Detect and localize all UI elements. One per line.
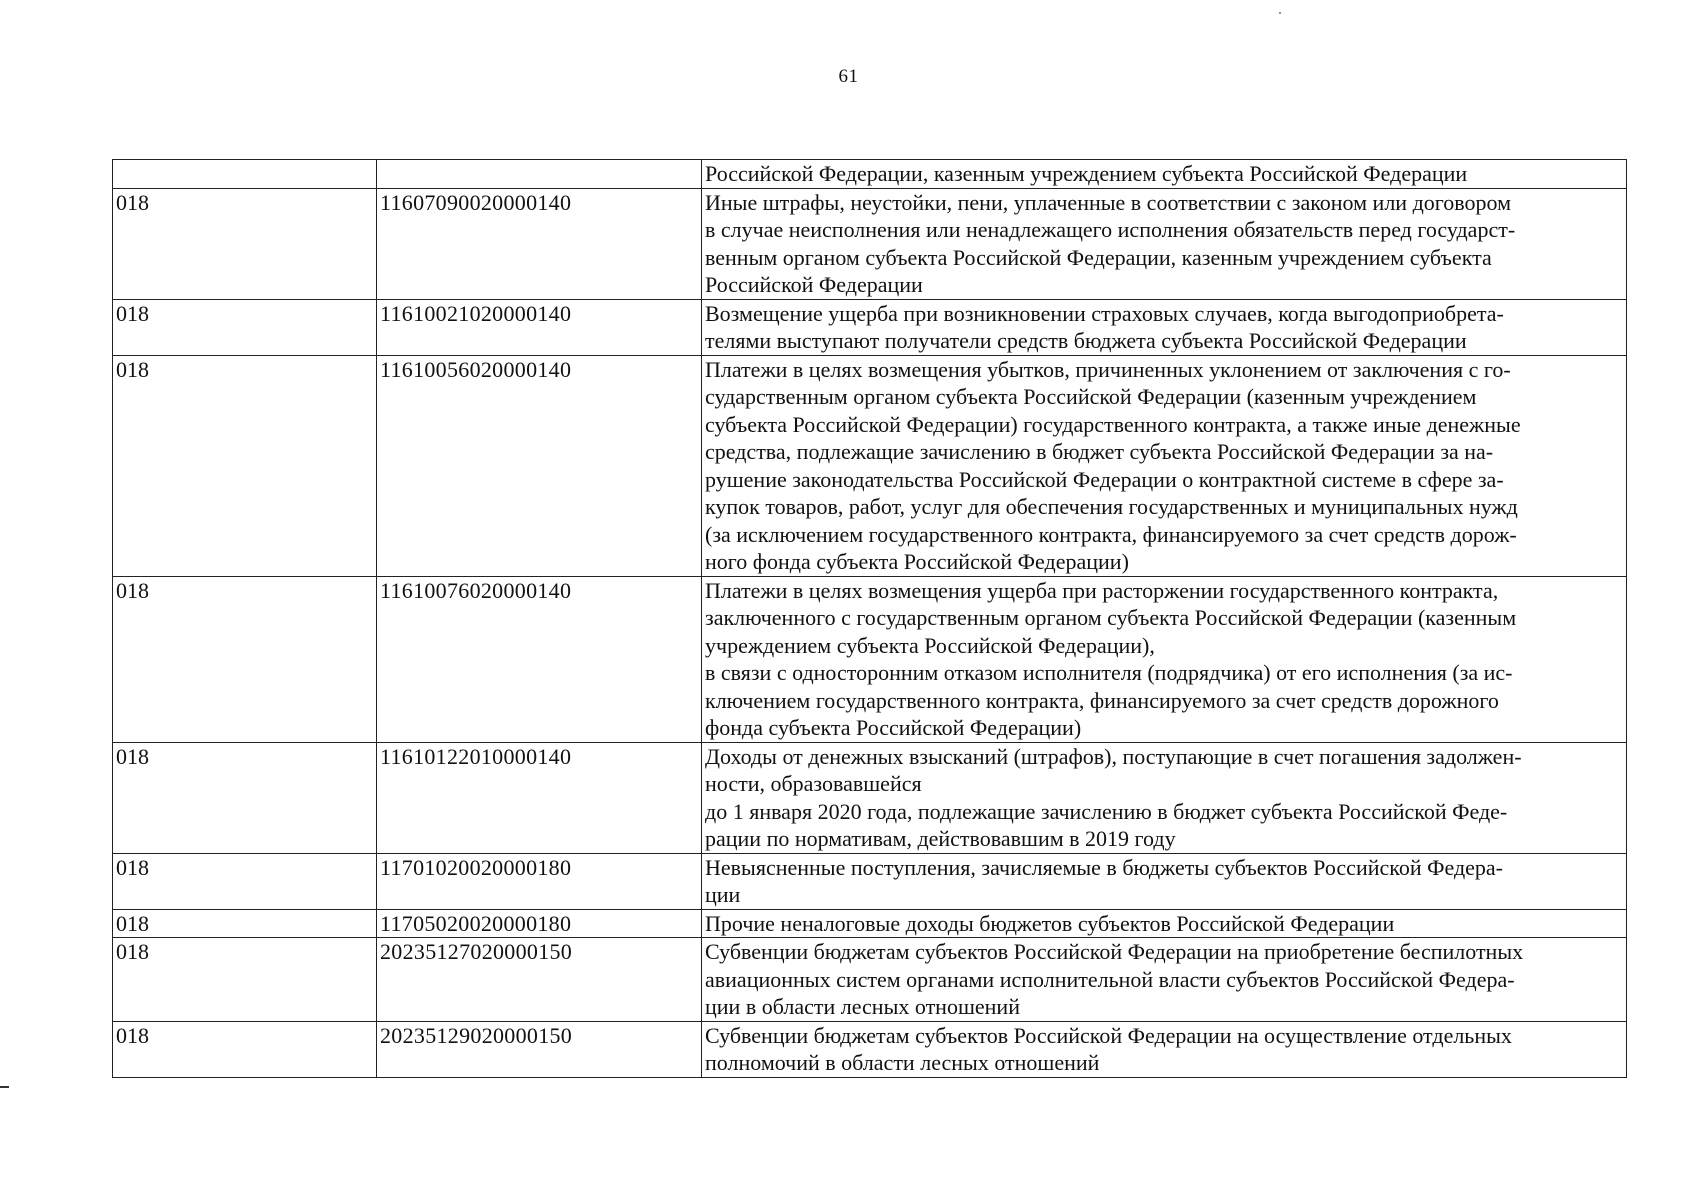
admin-code-cell: 018 (113, 742, 377, 853)
budget-code-cell: 11610056020000140 (377, 355, 702, 576)
revenue-codes-table (112, 159, 1627, 1078)
table-row (113, 355, 1627, 576)
description-cell: Субвенции бюджетам субъектов Российской Федерации на приобретение беспилотных авиационных систем органами исполнительной власти субъектов Российской Федера- ции в области лесных отношений (702, 938, 1627, 1022)
budget-code-cell: 11607090020000140 (377, 188, 702, 299)
budget-code-cell (377, 160, 702, 189)
admin-code-cell: 018 (113, 853, 377, 909)
table-row (113, 576, 1627, 742)
admin-code-cell: 018 (113, 299, 377, 355)
table-row (113, 909, 1627, 938)
page-number: 61 (838, 66, 859, 87)
budget-code-cell: 11610076020000140 (377, 576, 702, 742)
budget-code-cell: 11610122010000140 (377, 742, 702, 853)
description-cell: Платежи в целях возмещения ущерба при расторжении государственного контракта, заключенного с государственным органом субъекта Российской Федерации (казенным учреждением субъекта Российской Федерации), в связи с односторонним отказом исполнителя (подрядчика) от его исполнения (за ис- ключением государственного контракта, финансируемого за счет средств дорожного фонда субъекта Российской Федерации) (702, 576, 1627, 742)
description-cell: Субвенции бюджетам субъектов Российской Федерации на осуществление отдельных полномочий в области лесных отношений (702, 1021, 1627, 1077)
description-cell: Возмещение ущерба при возникновении страховых случаев, когда выгодоприобрета- телями выступают получатели средств бюджета субъекта Российской Федерации (702, 299, 1627, 355)
table-row (113, 742, 1627, 853)
table-row (113, 160, 1627, 189)
admin-code-cell: 018 (113, 909, 377, 938)
table-row (113, 853, 1627, 909)
scan-speck (1279, 12, 1281, 14)
admin-code-cell: 018 (113, 576, 377, 742)
admin-code-cell: 018 (113, 188, 377, 299)
budget-code-cell: 11610021020000140 (377, 299, 702, 355)
budget-code-cell: 11705020020000180 (377, 909, 702, 938)
description-cell: Доходы от денежных взысканий (штрафов), поступающие в счет погашения задолжен- ности, образовавшейся до 1 января 2020 года, подлежащие зачислению в бюджет субъекта Российской Феде- рации по нормативам, действовавшим в 2019 году (702, 742, 1627, 853)
budget-code-cell: 20235127020000150 (377, 938, 702, 1022)
table-row (113, 1021, 1627, 1077)
admin-code-cell (113, 160, 377, 189)
table-row (113, 938, 1627, 1022)
description-cell: Прочие неналоговые доходы бюджетов субъектов Российской Федерации (702, 909, 1627, 938)
table-row (113, 188, 1627, 299)
description-cell: Невыясненные поступления, зачисляемые в бюджеты субъектов Российской Федера- ции (702, 853, 1627, 909)
admin-code-cell: 018 (113, 1021, 377, 1077)
budget-code-cell: 11701020020000180 (377, 853, 702, 909)
description-cell: Российской Федерации, казенным учреждением субъекта Российской Федерации (702, 160, 1627, 189)
description-cell: Платежи в целях возмещения убытков, причиненных уклонением от заключения с го- сударственным органом субъекта Российской Федерации (казенным учреждением субъекта Российской Федерации) государственного контракта, а также иные денежные средства, подлежащие зачислению в бюджет субъекта Российской Федерации за на- рушение законодательства Российской Федерации о контрактной системе в сфере за- купок товаров, работ, услуг для обеспечения государственных и муниципальных нужд (за исключением государственного контракта, финансируемого за счет средств дорож- ного фонда субъекта Российской Федерации) (702, 355, 1627, 576)
budget-code-cell: 20235129020000150 (377, 1021, 702, 1077)
table-row (113, 299, 1627, 355)
margin-tick-mark (0, 1086, 9, 1088)
admin-code-cell: 018 (113, 355, 377, 576)
description-cell: Иные штрафы, неустойки, пени, уплаченные в соответствии с законом или договором в случае неисполнения или ненадлежащего исполнения обязательств перед государст- венным органом субъекта Российской Федерации, казенным учреждением субъекта Российской Федерации (702, 188, 1627, 299)
admin-code-cell: 018 (113, 938, 377, 1022)
